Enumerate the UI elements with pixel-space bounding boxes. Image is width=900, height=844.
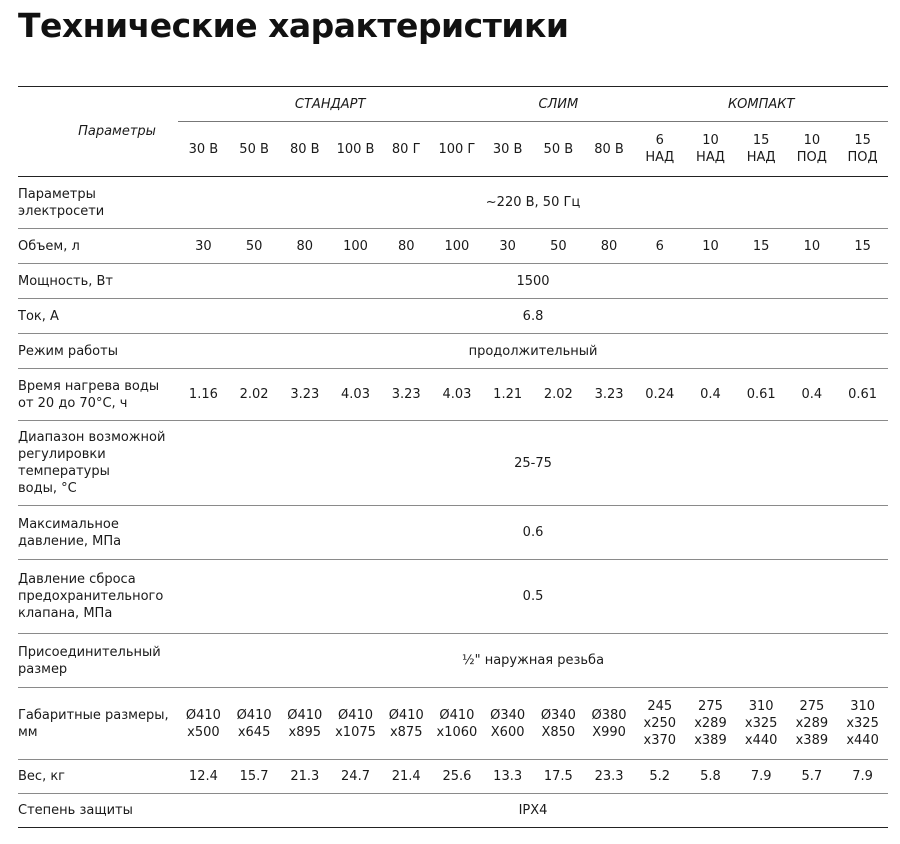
model-header	[330, 122, 381, 177]
spec-label-line: размер	[18, 661, 68, 677]
spec-label-line: Присоединительный	[18, 644, 161, 660]
spec-label-line: Давление сброса	[18, 572, 136, 587]
spec-value-line: Ø380	[591, 707, 627, 723]
model-header	[381, 122, 432, 177]
spec-label-line: Режим работы	[18, 343, 118, 359]
spec-value-line: 80	[397, 238, 415, 254]
spec-value-line: 275	[799, 699, 825, 714]
spec-value	[432, 369, 483, 421]
spec-value-line: 5.2	[649, 769, 671, 784]
spec-value-line: X850	[541, 724, 576, 740]
spec-value	[634, 369, 685, 421]
spec-row	[18, 794, 888, 828]
spec-label-line: электросети	[18, 203, 105, 219]
spec-value	[178, 760, 229, 794]
model-header-line: 10	[702, 133, 719, 148]
spec-value	[837, 760, 888, 794]
spec-value-line: 13.3	[493, 769, 523, 784]
spec-value-line: 310	[850, 699, 876, 714]
spec-row	[18, 177, 888, 229]
spec-value-line: 7.9	[750, 769, 772, 784]
spec-value-line: x1075	[335, 724, 376, 740]
spec-label-line: предохранительного	[18, 589, 164, 604]
model-header-line: НАД	[645, 150, 675, 165]
spec-value	[330, 688, 381, 760]
spec-value-line: 310	[748, 699, 774, 714]
model-header-line: 100 В	[336, 141, 375, 157]
spec-value-line: x325	[744, 716, 778, 731]
spec-value-line: Ø410	[439, 707, 475, 723]
spec-value-line: 100	[343, 238, 368, 254]
model-header	[178, 122, 229, 177]
spec-value	[178, 688, 229, 760]
model-header-line: 50 В	[239, 141, 269, 157]
spec-label	[18, 177, 178, 229]
spec-value	[330, 369, 381, 421]
spec-value	[279, 688, 330, 760]
spec-value-line: 5.8	[700, 769, 721, 784]
spec-value-line: 30	[499, 238, 516, 254]
spec-label	[18, 264, 178, 299]
model-header-line: 6	[655, 133, 664, 148]
model-header	[787, 122, 838, 177]
model-header-line: 30 В	[492, 141, 523, 157]
spec-value-line: 6	[655, 238, 664, 254]
spec-value-line: 3.23	[594, 387, 624, 402]
spec-label	[18, 688, 178, 760]
spec-value	[736, 760, 787, 794]
spec-label-line: клапана, МПа	[18, 606, 113, 621]
spec-value-line: x895	[288, 724, 322, 740]
spec-value-line: x370	[643, 733, 677, 748]
spec-label	[18, 794, 178, 828]
model-header	[279, 122, 330, 177]
model-header-line: ПОД	[847, 150, 878, 165]
spec-value-line: Ø410	[388, 707, 424, 723]
spec-value-line: x875	[389, 724, 423, 740]
spec-value-line: 17.5	[543, 769, 573, 784]
spec-row	[18, 334, 888, 369]
spec-value-line: X600	[490, 724, 525, 740]
model-header	[685, 122, 736, 177]
spec-value	[482, 369, 533, 421]
spec-label-line: Габаритные размеры,	[18, 707, 169, 723]
spec-label-line: Параметры	[18, 186, 96, 202]
model-header	[432, 122, 483, 177]
spec-row	[18, 634, 888, 688]
spec-value	[178, 229, 229, 264]
group-header-row	[18, 87, 888, 122]
specs-table	[18, 86, 888, 828]
spec-label-line: Максимальное	[18, 516, 119, 532]
spec-value	[432, 229, 483, 264]
spec-value-line: x440	[846, 733, 879, 748]
spec-value-line: 15	[752, 238, 770, 254]
model-header-line: ПОД	[796, 150, 827, 165]
spec-value-line: 4.03	[341, 387, 370, 402]
spec-label-line: воды, °С	[18, 481, 77, 496]
spec-label	[18, 760, 178, 794]
spec-value-line: Ø410	[337, 707, 374, 723]
spec-value-line: x440	[744, 733, 778, 748]
spec-value	[533, 688, 584, 760]
spec-value	[229, 229, 280, 264]
spec-value-line: 21.4	[391, 769, 421, 784]
spec-shared-value: 1500	[178, 264, 888, 299]
spec-value-line: Ø410	[185, 707, 221, 723]
spec-value	[229, 760, 280, 794]
specs-body	[18, 177, 888, 828]
spec-label	[18, 334, 178, 369]
spec-value-line: 1.21	[493, 387, 523, 402]
spec-value-line: 30	[195, 238, 212, 254]
model-header	[533, 122, 584, 177]
spec-value-line: Ø410	[287, 707, 323, 723]
spec-value-line: 3.23	[391, 387, 421, 402]
spec-label-line: Мощность, Вт	[18, 273, 114, 289]
model-header-line: 15	[752, 133, 770, 148]
spec-value	[584, 688, 635, 760]
model-header-line: 30 В	[188, 141, 219, 157]
spec-label-line: температуры	[18, 464, 110, 479]
spec-value-line: 245	[647, 699, 673, 714]
spec-value-line: 0.61	[746, 387, 776, 402]
spec-value	[634, 760, 685, 794]
spec-value-line: x500	[187, 724, 220, 740]
spec-value-line: x250	[643, 716, 677, 731]
spec-value	[787, 760, 838, 794]
spec-label-line: Диапазон возможной	[18, 430, 166, 445]
spec-value	[381, 760, 432, 794]
model-header	[229, 122, 280, 177]
page-title: Технические характеристики	[18, 6, 569, 45]
spec-row	[18, 229, 888, 264]
spec-value-line: x389	[694, 733, 727, 748]
spec-value-line: 12.4	[188, 769, 218, 784]
spec-shared-value: 25-75	[178, 421, 888, 506]
spec-value	[787, 369, 838, 421]
spec-label-line: от 20 до 70°С, ч	[18, 395, 128, 411]
spec-value-line: X990	[592, 724, 626, 740]
model-header	[634, 122, 685, 177]
spec-value	[634, 229, 685, 264]
spec-value-line: 80	[296, 238, 314, 254]
model-header	[482, 122, 533, 177]
spec-value-line: 0.61	[848, 387, 878, 402]
spec-value	[330, 229, 381, 264]
spec-value	[736, 688, 787, 760]
spec-shared-value: IPX4	[178, 794, 888, 828]
spec-value	[584, 369, 635, 421]
spec-value-line: x645	[237, 724, 271, 740]
spec-value-line: 7.9	[852, 769, 873, 784]
spec-value-line: 50	[550, 238, 567, 254]
spec-value-line: x1060	[436, 724, 478, 740]
spec-value-line: 1.16	[188, 387, 218, 402]
spec-value-line: 10	[803, 238, 821, 254]
spec-value	[584, 229, 635, 264]
spec-value	[533, 760, 584, 794]
spec-label-line: Степень защиты	[18, 803, 133, 818]
spec-value	[381, 369, 432, 421]
spec-value	[381, 688, 432, 760]
spec-value-line: x389	[795, 733, 829, 748]
model-header-line: 80 В	[594, 141, 624, 157]
spec-value	[178, 369, 229, 421]
spec-value	[685, 369, 736, 421]
spec-value-line: 3.23	[290, 387, 320, 402]
spec-row	[18, 421, 888, 506]
spec-value	[787, 688, 838, 760]
group-header-standart: СТАНДАРТ	[178, 87, 482, 122]
spec-value	[736, 229, 787, 264]
spec-value-line: 4.03	[442, 387, 472, 402]
spec-value-line: 10	[702, 238, 719, 254]
spec-label-line: Время нагрева воды	[18, 378, 160, 394]
model-header-line: 80 В	[290, 141, 320, 157]
spec-value	[634, 688, 685, 760]
model-header	[736, 122, 787, 177]
spec-label	[18, 506, 178, 560]
spec-value-line: 23.3	[594, 769, 624, 784]
spec-shared-value: 0.5	[178, 560, 888, 634]
spec-value	[482, 229, 533, 264]
param-column-header: Параметры	[18, 87, 178, 177]
spec-value-line: x325	[846, 716, 879, 731]
spec-value	[279, 369, 330, 421]
spec-label	[18, 299, 178, 334]
spec-value	[837, 688, 888, 760]
spec-value	[533, 229, 584, 264]
spec-shared-value: ½" наружная резьба	[178, 634, 888, 688]
spec-shared-value: ~220 В, 50 Гц	[178, 177, 888, 229]
spec-label-line: Объем, л	[18, 238, 80, 254]
spec-value-line: x289	[694, 716, 727, 731]
spec-value	[584, 760, 635, 794]
spec-label-line: мм	[18, 724, 38, 740]
model-header-line: 80 Г	[391, 141, 421, 157]
spec-label-line: давление, МПа	[18, 533, 122, 549]
spec-value-line: 50	[245, 238, 263, 254]
spec-value	[685, 760, 736, 794]
spec-label-line: Вес, кг	[18, 769, 66, 784]
spec-value	[432, 688, 483, 760]
model-header-line: НАД	[746, 150, 776, 165]
spec-value	[432, 760, 483, 794]
spec-row	[18, 506, 888, 560]
spec-value	[533, 369, 584, 421]
spec-value-line: 0.4	[700, 387, 721, 402]
spec-value-line: 2.02	[543, 387, 573, 402]
spec-row	[18, 560, 888, 634]
spec-label	[18, 421, 178, 506]
spec-value-line: 80	[600, 238, 618, 254]
spec-value-line: 0.4	[801, 387, 823, 402]
model-header	[837, 122, 888, 177]
spec-shared-value: 0.6	[178, 506, 888, 560]
model-header-line: 10	[803, 133, 821, 148]
spec-value-line: x289	[795, 716, 829, 731]
group-header-kompakt: КОМПАКТ	[634, 87, 888, 122]
spec-value-line: 275	[698, 699, 723, 714]
model-header-line: 50 В	[543, 141, 574, 157]
spec-value	[229, 369, 280, 421]
spec-value	[381, 229, 432, 264]
spec-value-line: 2.02	[239, 387, 269, 402]
spec-value	[279, 229, 330, 264]
spec-value	[837, 229, 888, 264]
spec-row	[18, 760, 888, 794]
spec-value-line: 15.7	[239, 769, 269, 784]
spec-shared-value: 6.8	[178, 299, 888, 334]
spec-value	[229, 688, 280, 760]
spec-value	[330, 760, 381, 794]
model-header-line: 15	[854, 133, 871, 148]
spec-shared-value: продолжительный	[178, 334, 888, 369]
model-header	[584, 122, 635, 177]
spec-value-line: Ø340	[540, 707, 576, 723]
spec-label-line: регулировки	[18, 447, 106, 462]
spec-value-line: 100	[444, 238, 470, 254]
group-header-slim: СЛИМ	[482, 87, 634, 122]
spec-value-line: 21.3	[290, 769, 320, 784]
spec-value	[787, 229, 838, 264]
spec-value	[685, 229, 736, 264]
spec-label	[18, 229, 178, 264]
spec-value-line: 0.24	[645, 387, 675, 402]
spec-value	[685, 688, 736, 760]
spec-value-line: Ø340	[490, 707, 526, 723]
spec-value	[482, 760, 533, 794]
spec-row	[18, 264, 888, 299]
spec-label	[18, 634, 178, 688]
spec-value-line: 5.7	[801, 769, 823, 784]
spec-value-line: 25.6	[442, 769, 472, 784]
spec-value-line: 15	[854, 238, 871, 254]
spec-row	[18, 299, 888, 334]
spec-label	[18, 369, 178, 421]
spec-label	[18, 560, 178, 634]
spec-value	[482, 688, 533, 760]
spec-label-line: Ток, А	[18, 308, 59, 324]
spec-row	[18, 369, 888, 421]
spec-value	[736, 369, 787, 421]
spec-value	[279, 760, 330, 794]
spec-value-line: 24.7	[341, 769, 370, 784]
model-header-line: НАД	[696, 150, 725, 165]
spec-value-line: Ø410	[236, 707, 272, 723]
model-header-line: 100 Г	[438, 141, 476, 157]
spec-row	[18, 688, 888, 760]
spec-value	[837, 369, 888, 421]
